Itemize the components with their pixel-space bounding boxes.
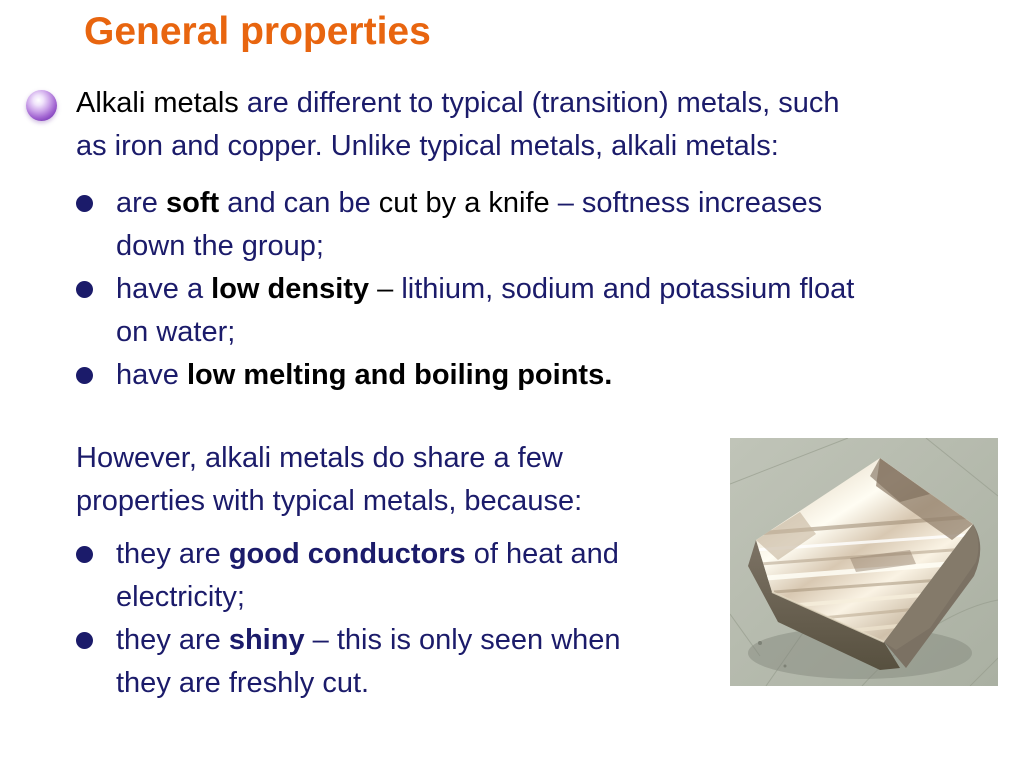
bullet-text-low-density: have a low density – lithium, sodium and potassium float on water; <box>116 273 855 348</box>
list-item <box>76 619 736 705</box>
bullet-text-melting-points: have low melting and boiling points. <box>116 359 613 391</box>
purple-sphere-bullet-icon <box>26 90 57 121</box>
bullet-list-properties-different <box>76 182 1006 397</box>
bullet-list-shared-properties <box>76 533 736 705</box>
bullet-text-soft: are soft and can be cut by a knife – softness increases down the group; <box>116 187 823 262</box>
bullet-dot-icon <box>76 195 93 212</box>
list-item <box>76 354 1006 397</box>
bullet-dot-icon <box>76 367 93 384</box>
bullet-text-conductors: they are good conductors of heat and electricity; <box>116 538 619 613</box>
however-paragraph: However, alkali metals do share a few properties with typical metals, because: <box>76 442 583 517</box>
bullet-dot-icon <box>76 632 93 649</box>
intro-paragraph: Alkali metals are different to typical (transition) metals, such as iron and copper. Unlike typical metals, alkali metals: <box>76 87 840 162</box>
page-title: General properties <box>84 10 431 53</box>
bullet-text-shiny: they are shiny – this is only seen when they are freshly cut. <box>116 624 621 699</box>
metal-photo-graphic <box>730 438 998 686</box>
bullet-dot-icon <box>76 546 93 563</box>
list-item <box>76 533 736 619</box>
list-item <box>76 268 1006 354</box>
alkali-metal-photo <box>730 438 998 686</box>
list-item <box>76 182 1006 268</box>
bullet-dot-icon <box>76 281 93 298</box>
